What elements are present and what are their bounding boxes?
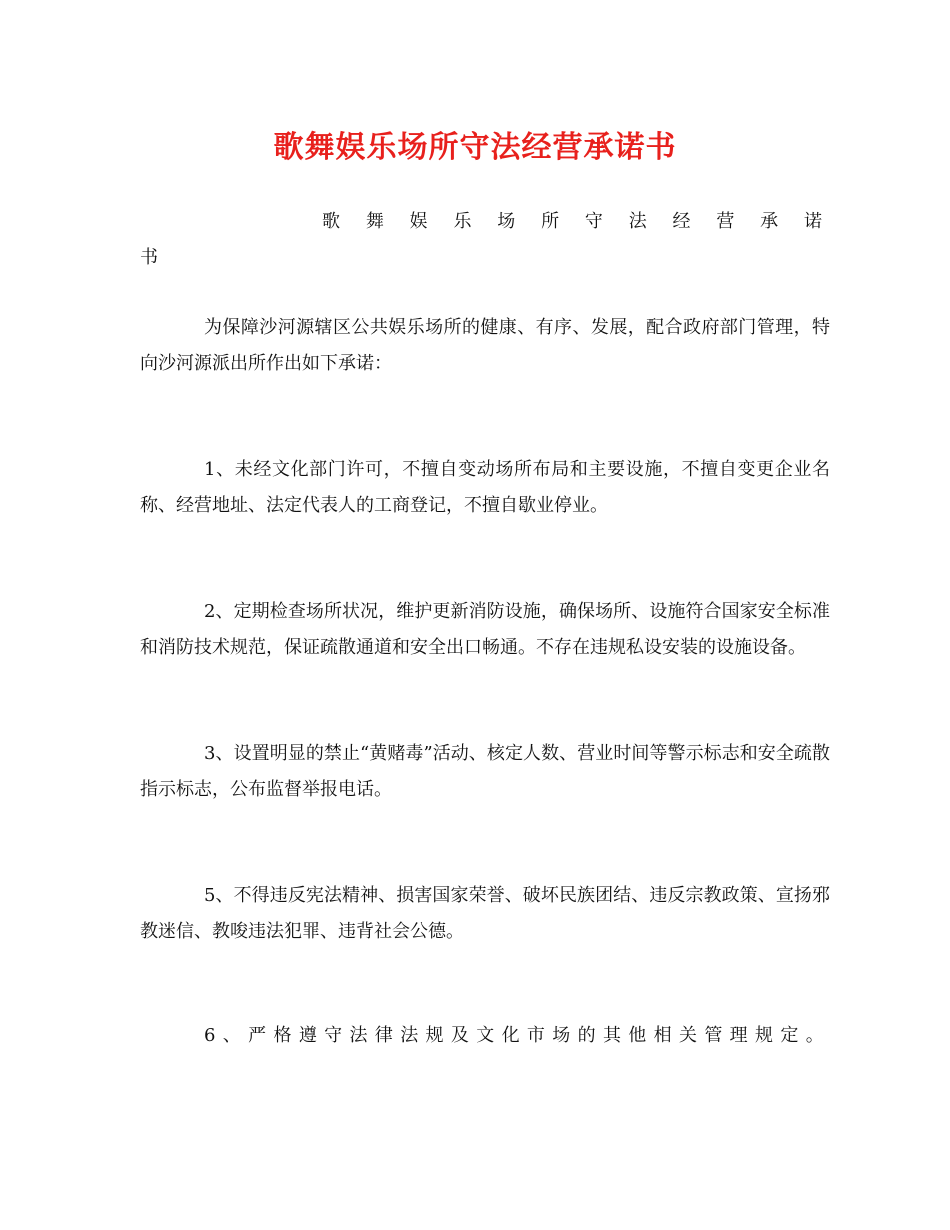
spaced-heading-continuation: 书 <box>140 247 158 268</box>
item-6-char: 文 <box>476 1025 495 1046</box>
item-6-char: 其 <box>602 1025 621 1046</box>
heading-char: 法 <box>628 211 647 232</box>
item-6-char: 、 <box>222 1025 241 1046</box>
item-6-char: 他 <box>628 1025 647 1046</box>
item-6-char: 法 <box>400 1025 419 1046</box>
item-6-char: 管 <box>704 1025 723 1046</box>
intro-paragraph: 为保障沙河源辖区公共娱乐场所的健康、有序、发展，配合政府部门管理，特向沙河源派出所作出如下承诺： <box>140 317 830 374</box>
item-6-char: 的 <box>577 1025 596 1046</box>
item-1-paragraph: 1、未经文化部门许可，不擅自变动场所布局和主要设施，不擅自变更企业名称、经营地址、法定代表人的工商登记，不擅自歇业停业。 <box>140 459 830 516</box>
document-title: 歌舞娱乐场所守法经营承诺书 <box>273 130 677 165</box>
heading-char: 营 <box>716 211 735 232</box>
item-6-char: 场 <box>552 1025 571 1046</box>
item-6-char: 市 <box>526 1025 545 1046</box>
item-3-paragraph: 3、设置明显的禁止“黄赌毒”活动、核定人数、营业时间等警示标志和安全疏散指示标志，公布监督举报电话。 <box>140 743 830 800</box>
item-6-char: 守 <box>324 1025 343 1046</box>
item-6-char: 定 <box>780 1025 799 1046</box>
item-6-char: 理 <box>729 1025 748 1046</box>
spaced-heading <box>322 208 822 236</box>
item-6-char: 关 <box>678 1025 697 1046</box>
item-6-char: 严 <box>248 1025 267 1046</box>
item-6-char: 律 <box>374 1025 393 1046</box>
heading-char: 守 <box>584 211 603 232</box>
item-6-char: 。 <box>805 1025 824 1046</box>
heading-char: 诺 <box>803 211 822 232</box>
item-2-paragraph: 2、定期检查场所状况，维护更新消防设施，确保场所、设施符合国家安全标准和消防技术规范，保证疏散通道和安全出口畅通。不存在违规私设安装的设施设备。 <box>140 601 830 658</box>
item-6-char: 遵 <box>298 1025 317 1046</box>
heading-char: 娱 <box>409 211 428 232</box>
item-6-char: 法 <box>349 1025 368 1046</box>
item-6-paragraph <box>204 1022 824 1050</box>
heading-char: 所 <box>541 211 560 232</box>
item-6-char: 规 <box>425 1025 444 1046</box>
heading-char: 场 <box>497 211 516 232</box>
item-6-char: 格 <box>273 1025 292 1046</box>
heading-char: 舞 <box>365 211 384 232</box>
heading-char: 经 <box>672 211 691 232</box>
heading-char: 歌 <box>322 211 340 232</box>
heading-char: 乐 <box>453 211 472 232</box>
heading-char: 承 <box>760 211 779 232</box>
item-6-char: 规 <box>755 1025 774 1046</box>
item-6-char: 相 <box>653 1025 672 1046</box>
item-6-char: 及 <box>450 1025 469 1046</box>
item-5-paragraph: 5、不得违反宪法精神、损害国家荣誉、破坏民族团结、违反宗教政策、宣扬邪教迷信、教唆违法犯罪、违背社会公德。 <box>140 885 830 942</box>
item-6-char: 6 <box>204 1025 216 1046</box>
item-6-char: 化 <box>501 1025 520 1046</box>
